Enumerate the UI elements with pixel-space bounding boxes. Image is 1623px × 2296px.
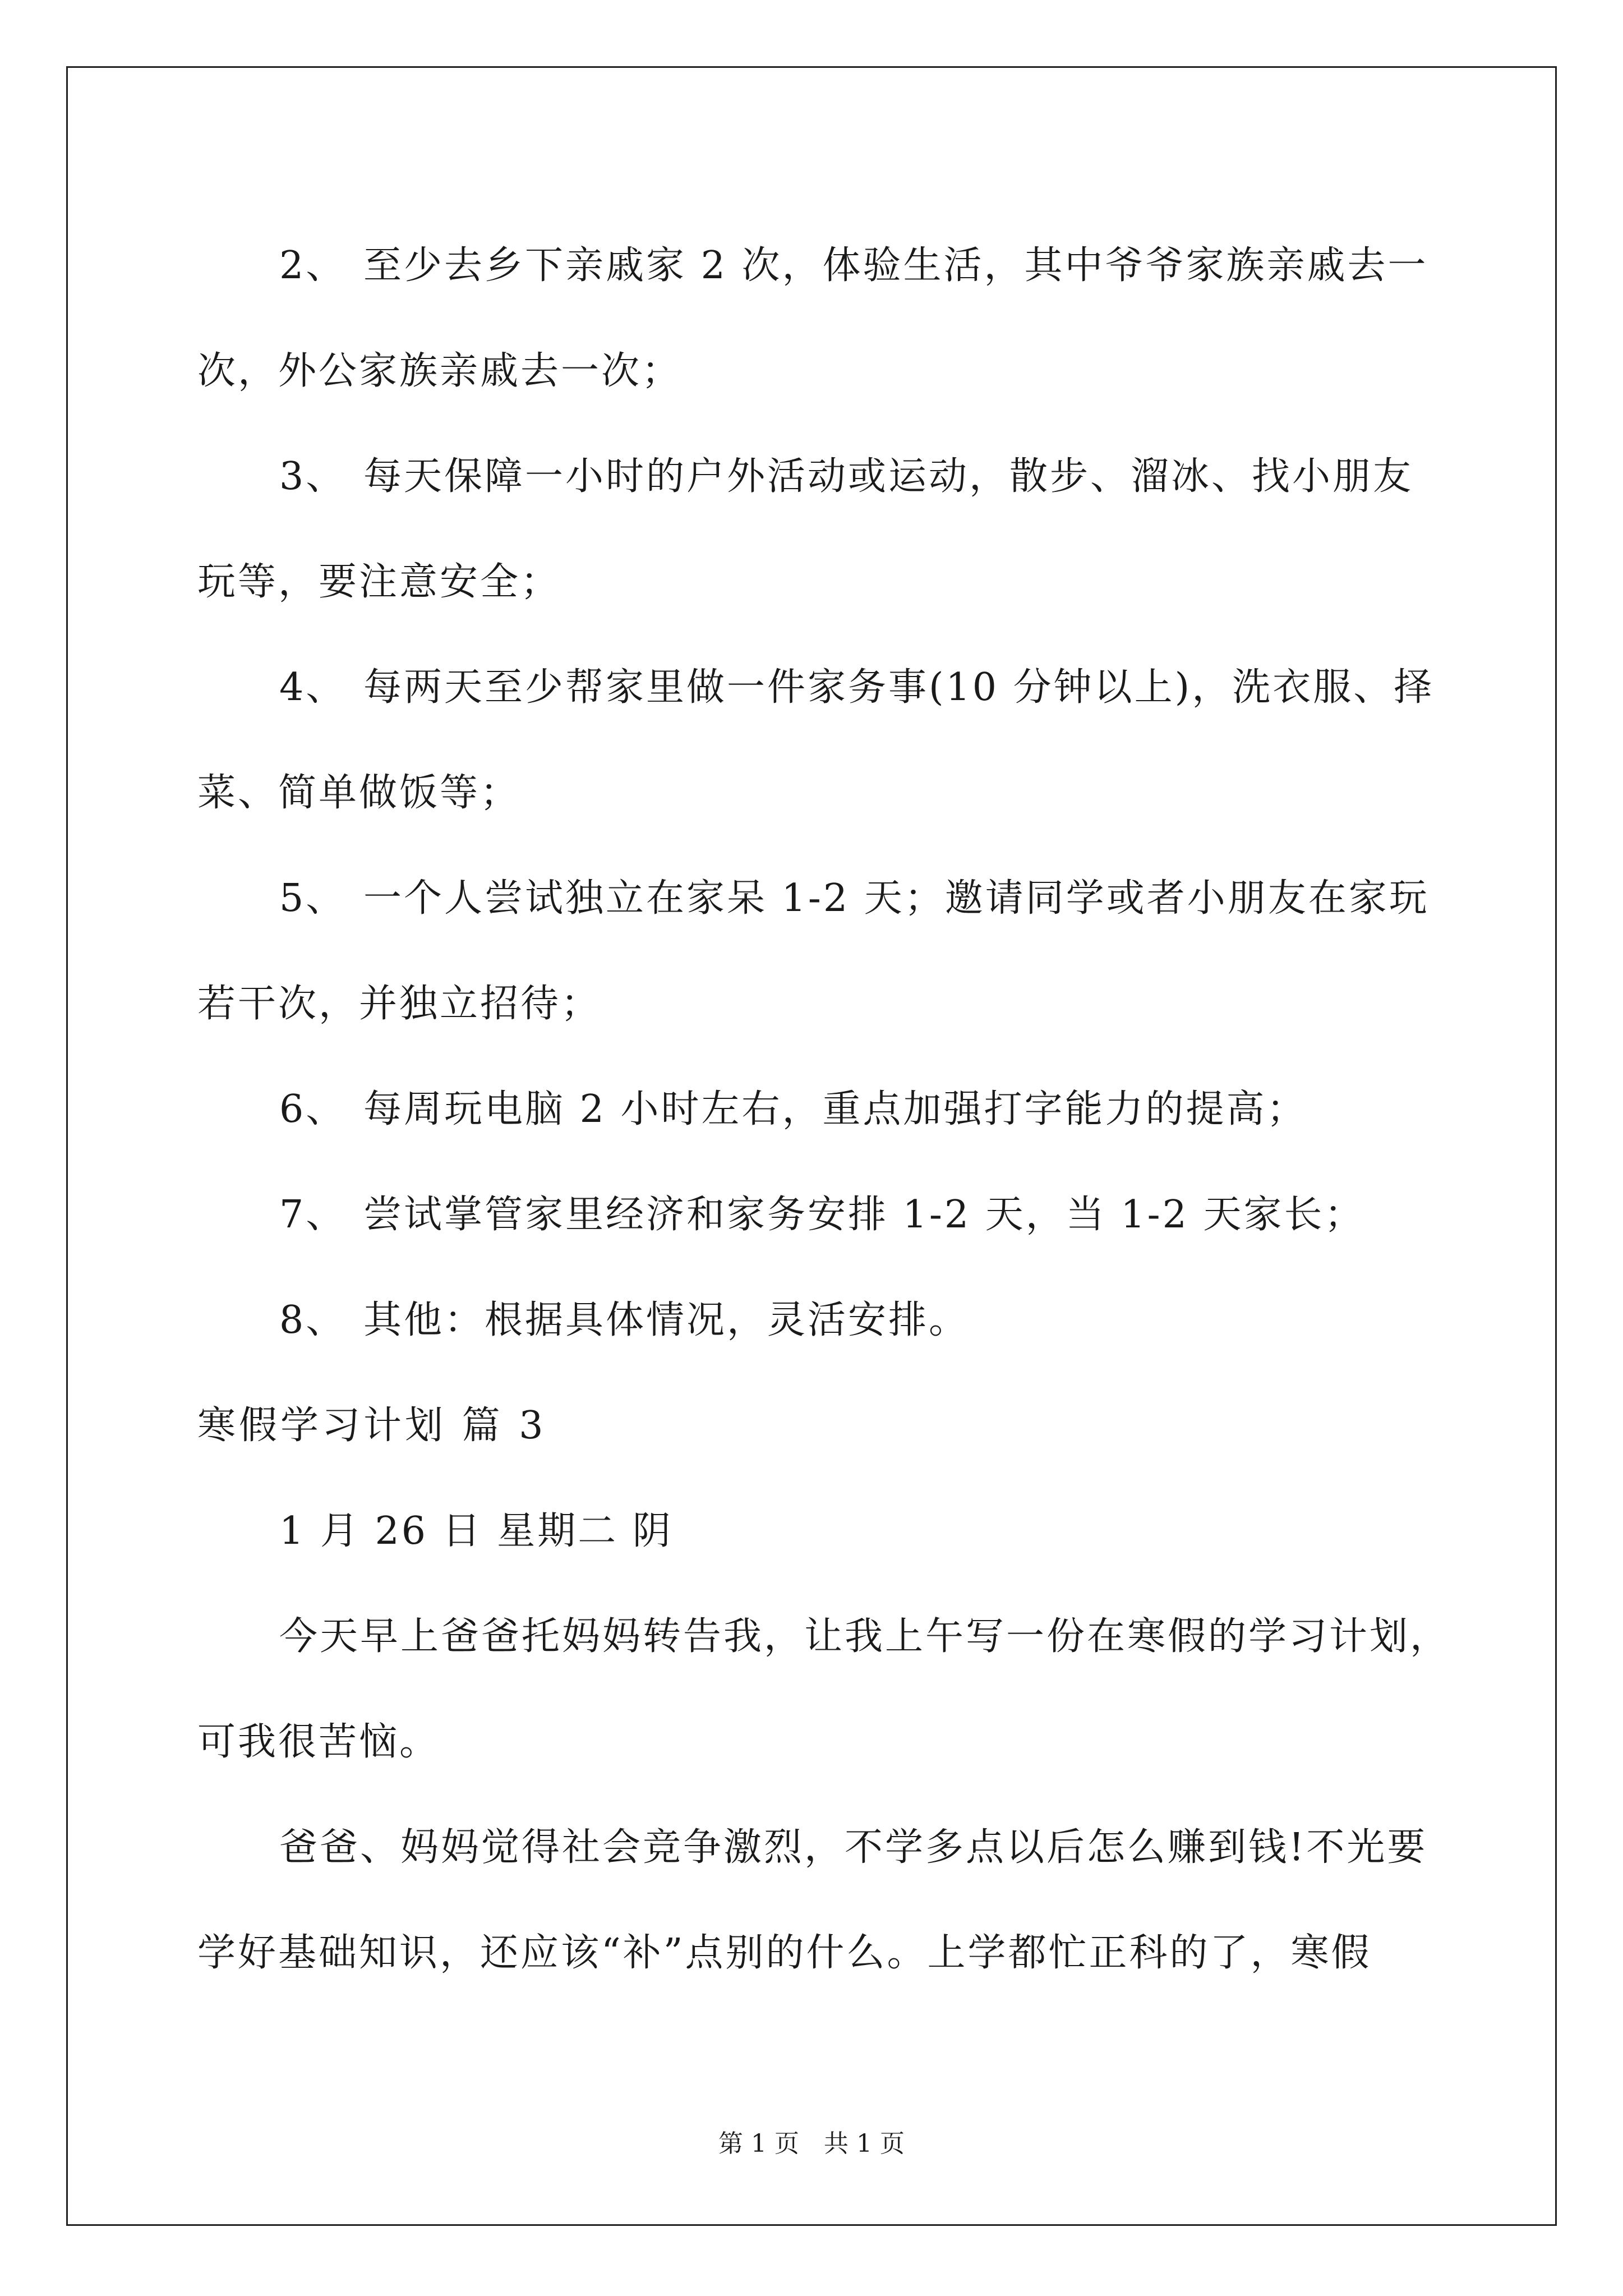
page-footer bbox=[0, 2127, 1623, 2161]
paragraph-line: 今天早上爸爸托妈妈转告我，让我上午写一份在寒假的学习计划， bbox=[279, 1614, 1451, 1659]
continuation-line: 次，外公家族亲戚去一次； bbox=[197, 349, 683, 393]
paragraph-line: 爸爸、妈妈觉得社会竞争激烈，不学多点以后怎么赚到钱!不光要 bbox=[279, 1825, 1428, 1870]
list-number: 5、 bbox=[279, 876, 347, 921]
continuation-line: 若干次，并独立招待； bbox=[197, 982, 602, 1026]
continuation-line: 可我很苦恼。 bbox=[197, 1720, 440, 1764]
page-total: 共 1 页 bbox=[824, 2129, 905, 2158]
list-number: 3、 bbox=[279, 454, 347, 499]
list-text: 一个人尝试独立在家呆 1-2 天；邀请同学或者小朋友在家玩 bbox=[363, 876, 1430, 921]
continuation-line: 菜、简单做饭等； bbox=[197, 771, 521, 815]
list-text: 尝试掌管家里经济和家务安排 1-2 天，当 1-2 天家长； bbox=[363, 1193, 1365, 1237]
list-number: 8、 bbox=[279, 1298, 347, 1342]
document-body bbox=[197, 213, 1451, 2006]
list-item-4 bbox=[197, 635, 1435, 740]
list-text: 其他：根据具体情况，灵活安排。 bbox=[363, 1298, 970, 1342]
list-text: 每两天至少帮家里做一件家务事(10 分钟以上)，洗衣服、择 bbox=[363, 665, 1435, 710]
page-number: 第 1 页 bbox=[718, 2129, 799, 2158]
list-item-8 bbox=[197, 1268, 1429, 1373]
list-text: 每周玩电脑 2 小时左右，重点加强打字能力的提高； bbox=[363, 1087, 1307, 1131]
continuation-line: 玩等，要注意安全； bbox=[197, 560, 561, 604]
list-text: 每天保障一小时的户外活动或运动，散步、溜冰、找小朋友 bbox=[363, 454, 1414, 499]
list-item-2 bbox=[197, 213, 1429, 319]
list-number: 6、 bbox=[279, 1087, 347, 1131]
list-item-7 bbox=[197, 1162, 1429, 1268]
list-number: 7、 bbox=[279, 1193, 347, 1237]
section-title: 寒假学习计划 篇 3 bbox=[197, 1404, 547, 1448]
list-text: 至少去乡下亲戚家 2 次，体验生活，其中爷爷家族亲戚去一 bbox=[363, 243, 1428, 288]
list-item-3 bbox=[197, 424, 1429, 530]
list-number: 4、 bbox=[279, 665, 347, 710]
list-item-5 bbox=[197, 846, 1429, 951]
list-number: 2、 bbox=[279, 243, 347, 288]
continuation-line: 学好基础知识，还应该“补”点别的什么。上学都忙正科的了，寒假 bbox=[197, 1931, 1372, 1975]
date-line: 1 月 26 日 星期二 阴 bbox=[279, 1509, 673, 1553]
list-item-6 bbox=[197, 1057, 1429, 1162]
